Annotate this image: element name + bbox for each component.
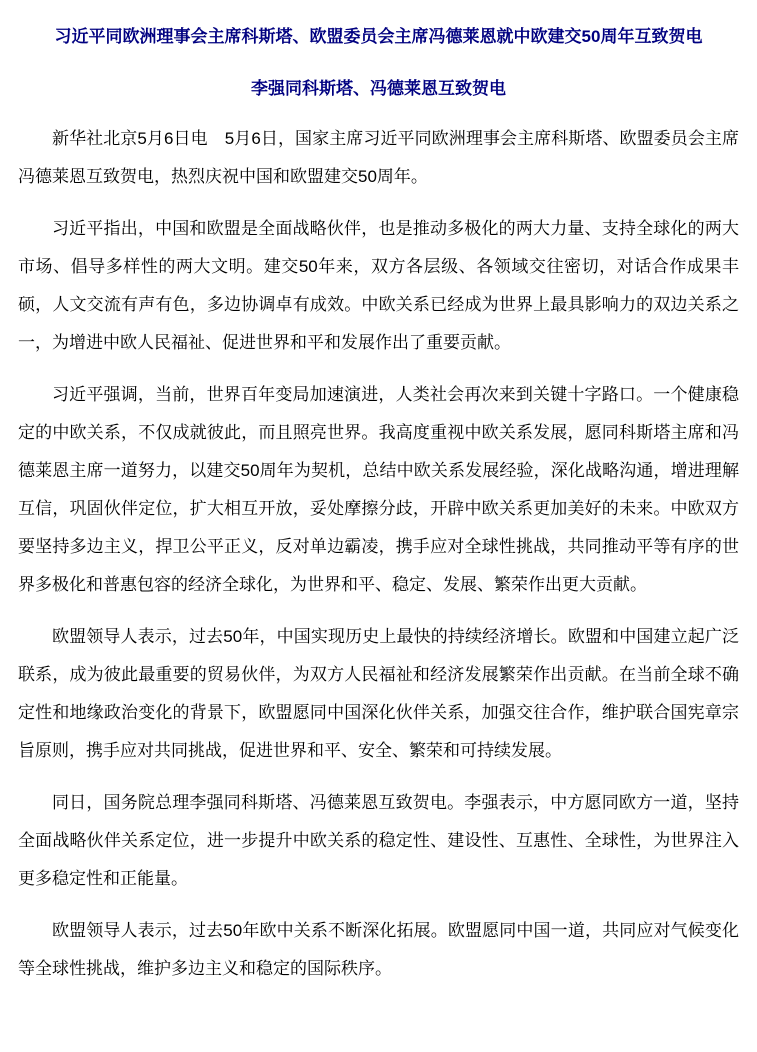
article-paragraph: 习近平强调，当前，世界百年变局加速演进，人类社会再次来到关键十字路口。一个健康稳定的中欧关系，不仅成就彼此，而且照亮世界。我高度重视中欧关系发展，愿同科斯塔主席和冯德莱恩主席一道努力，以建交50周年为契机，总结中欧关系发展经验，深化战略沟通，增进理解互信，巩固伙伴定位，扩大相互开放，妥处摩擦分歧，开辟中欧关系更加美好的未来。中欧双方要坚持多边主义，捍卫公平正义，反对单边霸凌，携手应对全球性挑战，共同推动平等有序的世界多极化和普惠包容的经济全球化，为世界和平、稳定、发展、繁荣作出更大贡献。 [18,385,739,594]
news-article [0,26,757,988]
article-paragraph-dateline: 新华社北京5月6日电 5月6日，国家主席习近平同欧洲理事会主席科斯塔、欧盟委员会主席冯德莱恩互致贺电，热烈庆祝中国和欧盟建交50周年。 [18,129,739,186]
article-subtitle: 李强同科斯塔、冯德莱恩互致贺电 [251,79,506,98]
article-body [18,120,739,988]
article-paragraph: 欧盟领导人表示，过去50年，中国实现历史上最快的持续经济增长。欧盟和中国建立起广泛联系，成为彼此最重要的贸易伙伴，为双方人民福祉和经济发展繁荣作出贡献。在当前全球不确定性和地缘政治变化的背景下，欧盟愿同中国深化伙伴关系，加强交往合作，维护联合国宪章宗旨原则，携手应对共同挑战，促进世界和平、安全、繁荣和可持续发展。 [18,627,739,760]
article-paragraph: 同日，国务院总理李强同科斯塔、冯德莱恩互致贺电。李强表示，中方愿同欧方一道，坚持全面战略伙伴关系定位，进一步提升中欧关系的稳定性、建设性、互惠性、全球性，为世界注入更多稳定性和正能量。 [18,793,739,888]
article-title: 习近平同欧洲理事会主席科斯塔、欧盟委员会主席冯德莱恩就中欧建交50周年互致贺电 [54,27,703,46]
article-paragraph: 欧盟领导人表示，过去50年欧中关系不断深化拓展。欧盟愿同中国一道，共同应对气候变化等全球性挑战，维护多边主义和稳定的国际秩序。 [18,921,739,978]
article-paragraph: 习近平指出，中国和欧盟是全面战略伙伴，也是推动多极化的两大力量、支持全球化的两大市场、倡导多样性的两大文明。建交50年来，双方各层级、各领域交往密切，对话合作成果丰硕，人文交流有声有色，多边协调卓有成效。中欧关系已经成为世界上最具影响力的双边关系之一，为增进中欧人民福祉、促进世界和平和发展作出了重要贡献。 [18,219,739,352]
